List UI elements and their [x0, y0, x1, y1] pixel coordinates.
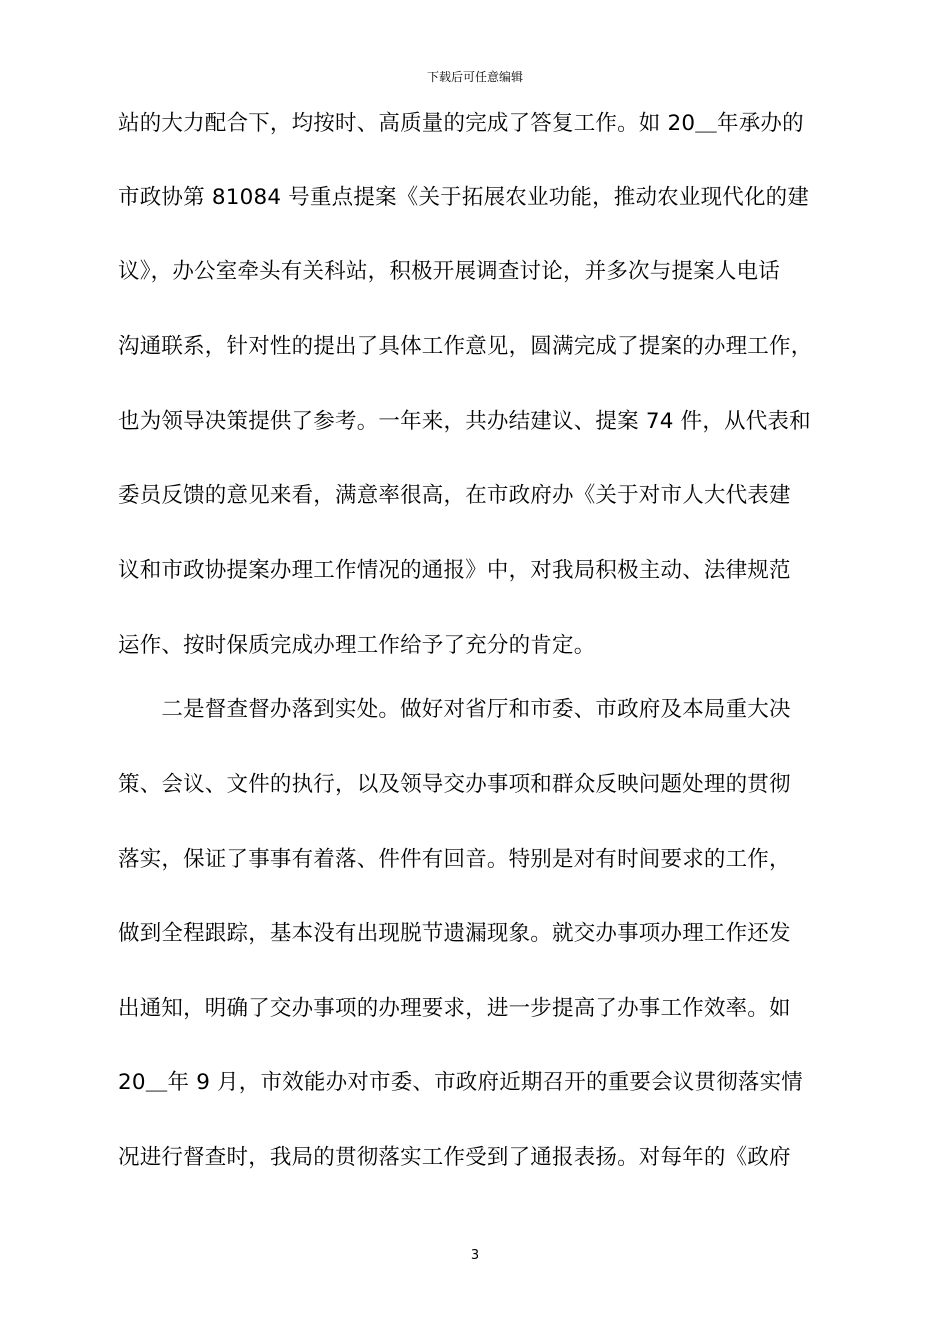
- text-line: 出通知，明确了交办事项的办理要求，进一步提高了办事工作效率。如: [118, 996, 791, 1021]
- text-line: 议》，办公室牵头有关科站，积极开展调查讨论，并多次与提案人电话: [118, 259, 780, 284]
- text-line: 落实，保证了事事有着落、件件有回音。特别是对有时间要求的工作，: [118, 847, 791, 872]
- paragraph-start-line: 二是督查督办落到实处。做好对省厅和市委、市政府及本局重大决: [118, 697, 791, 722]
- text-line: 20＿年 9 月，市效能办对市委、市政府近期召开的重要会议贯彻落实情: [118, 1070, 804, 1095]
- page-number: 3: [470, 1248, 480, 1263]
- text-line: 市政协第 81084 号重点提案《关于拓展农业功能，推动农业现代化的建: [118, 185, 810, 210]
- text-line: 站的大力配合下，均按时、高质量的完成了答复工作。如 20＿年承办的: [118, 111, 804, 136]
- text-line: 运作、按时保质完成办理工作给予了充分的肯定。: [118, 633, 596, 658]
- text-line: 沟通联系，针对性的提出了具体工作意见，圆满完成了提案的办理工作，: [118, 334, 813, 359]
- text-line: 也为领导决策提供了参考。一年来，共办结建议、提案 74 件，从代表和: [118, 409, 811, 434]
- text-line: 况进行督查时，我局的贯彻落实工作受到了通报表扬。对每年的《政府: [118, 1145, 791, 1170]
- text-line: 做到全程跟踪，基本没有出现脱节遗漏现象。就交办事项办理工作还发: [118, 921, 791, 946]
- text-line: 议和市政协提案办理工作情况的通报》中，对我局积极主动、法律规范: [118, 558, 791, 583]
- text-line: 委员反馈的意见来看，满意率很高，在市政府办《关于对市人大代表建: [118, 483, 791, 508]
- text-line: 策、会议、文件的执行，以及领导交办事项和群众反映问题处理的贯彻: [118, 772, 791, 797]
- page-header: 下载后可任意编辑: [426, 70, 523, 84]
